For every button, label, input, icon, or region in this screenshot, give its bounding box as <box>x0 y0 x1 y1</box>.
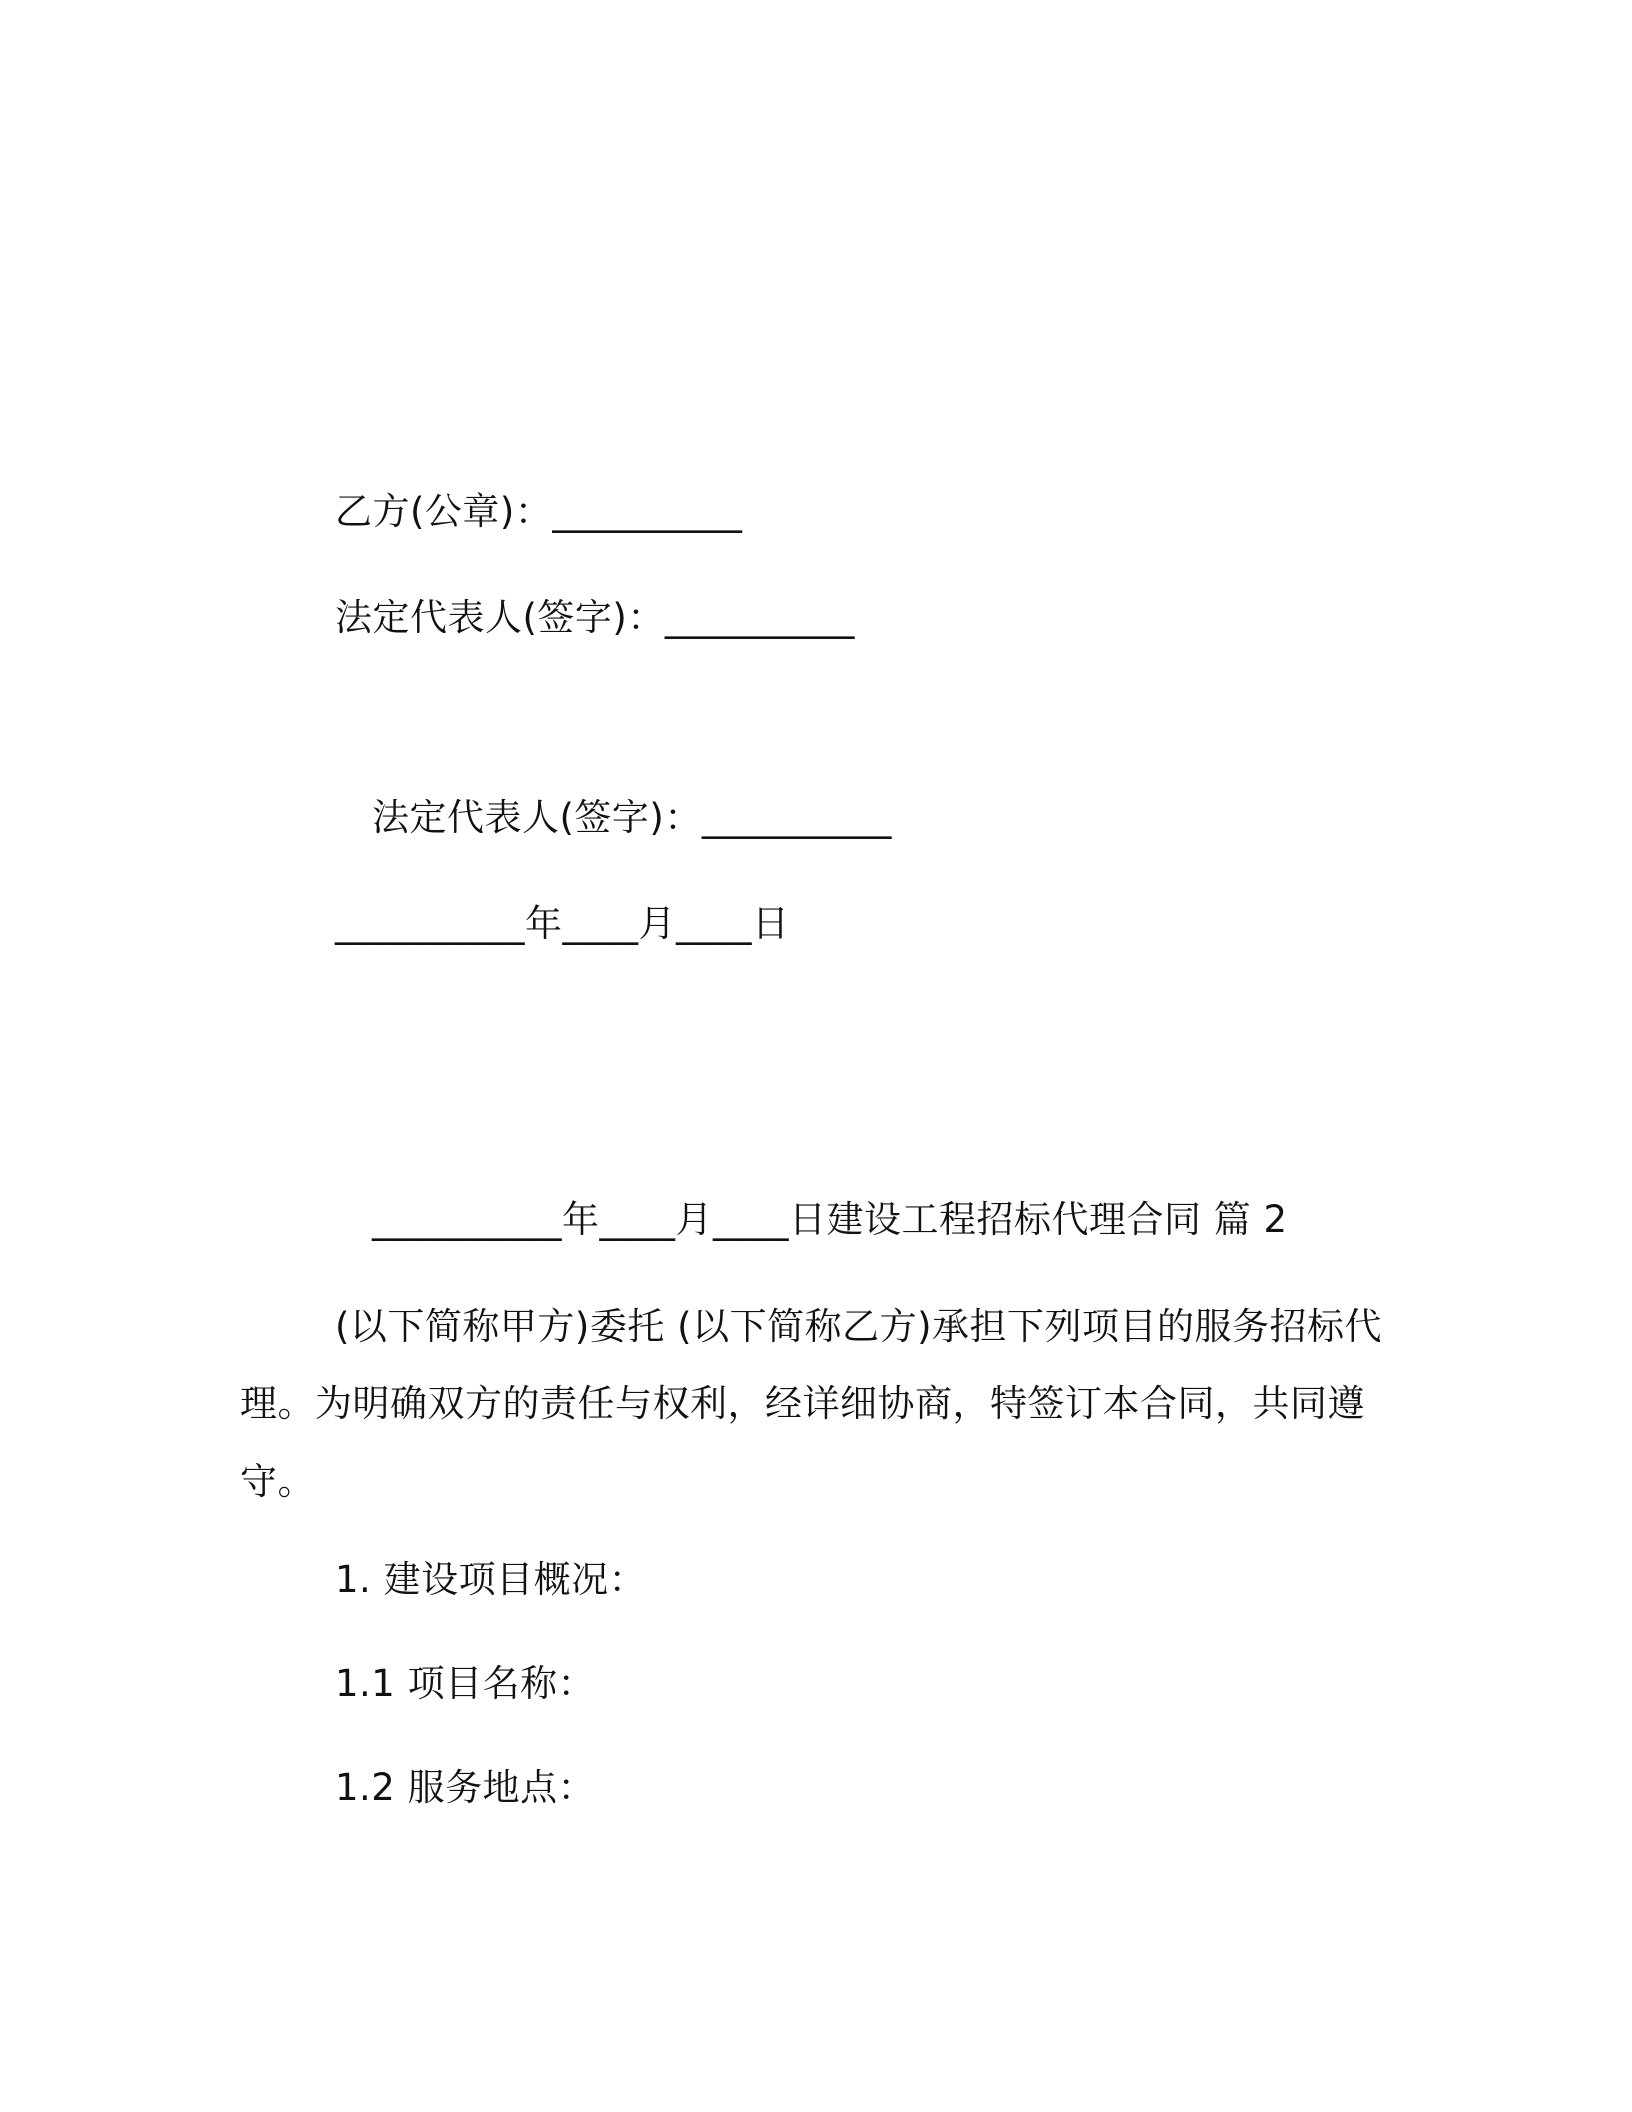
legal-rep-signature-line: 法定代表人(签字)：__________ <box>335 596 855 639</box>
date-line: __________年____月____日 <box>335 902 790 945</box>
intro-paragraph-line-1: (以下简称甲方)委托 (以下简称乙方)承担下列项目的服务招标代 <box>335 1305 1382 1348</box>
legal-rep-signature-line-2: 法定代表人(签字)：__________ <box>372 796 892 839</box>
intro-paragraph-line-3: 守。 <box>240 1460 315 1503</box>
clause-1-heading: 1. 建设项目概况： <box>335 1558 647 1601</box>
party-b-seal-line: 乙方(公章)：__________ <box>335 490 743 533</box>
clause-1-1-project-name: 1.1 项目名称： <box>335 1662 596 1705</box>
section-heading: __________年____月____日建设工程招标代理合同 篇 2 <box>372 1198 1288 1241</box>
clause-1-2-service-location: 1.2 服务地点： <box>335 1766 596 1809</box>
intro-paragraph-line-2: 理。为明确双方的责任与权利，经详细协商，特签订本合同，共同遵 <box>240 1382 1365 1425</box>
